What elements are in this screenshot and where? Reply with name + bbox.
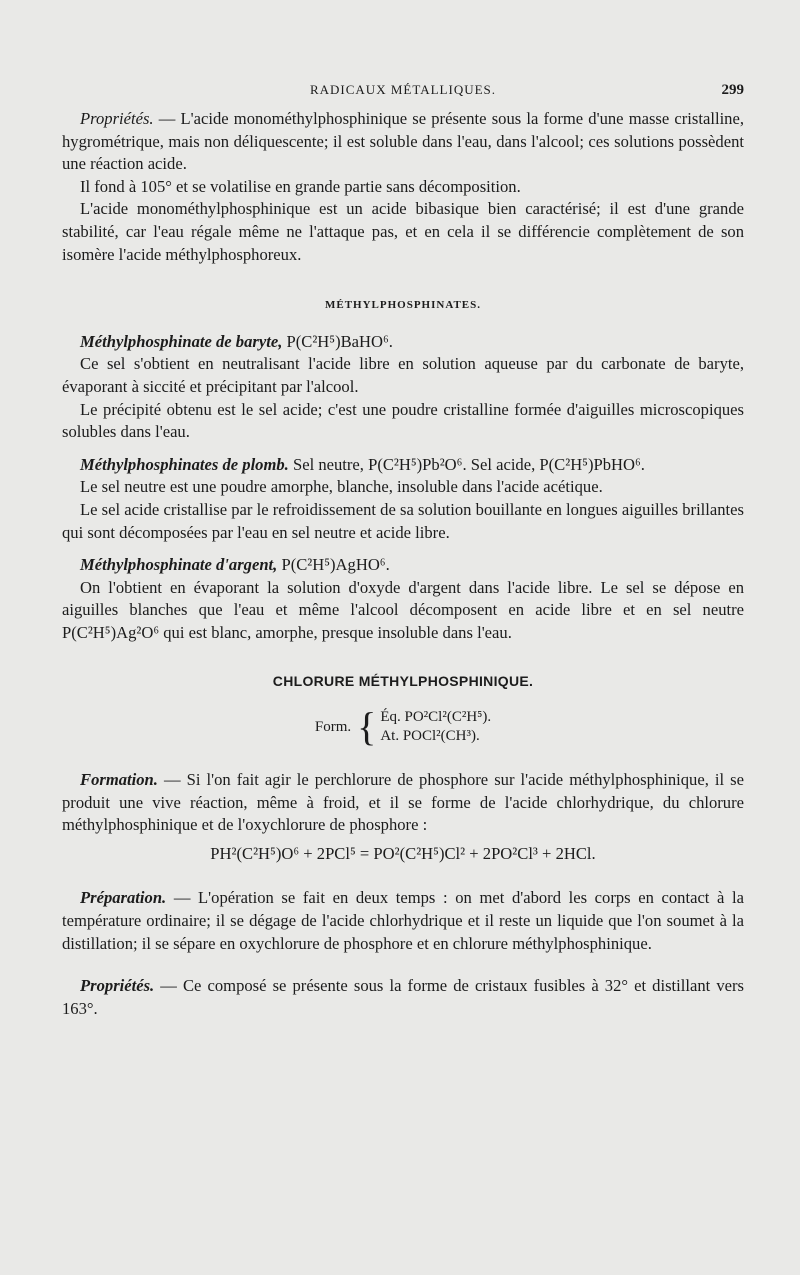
baryte-paragraph-1: Ce sel s'obtient en neutralisant l'acide libre en solution aqueuse par du carbonate de baryte, évaporant à siccité et précipitant par l'alcool. [62, 354, 744, 396]
running-title: RADICAUX MÉTALLIQUES. [309, 82, 497, 97]
preparation-text: — L'opération se fait en deux temps : on met d'abord les corps en contact à la température ordinaire; il se dégage de l'acide chlorhydrique et il reste un liquide que l'on soumet à la distillation; il se sépare en oxychlorure de phosphore et en chlorure méthylphosphinique. [62, 888, 744, 953]
intro-paragraph-2: Il fond à 105° et se volatilise en grande partie sans décomposition. [80, 176, 521, 196]
preparation-paragraph [62, 887, 744, 955]
proprietes-label-2: Propriétés. [80, 976, 155, 996]
baryte-formula: P(C²H⁵)BaHO⁶. [282, 331, 393, 351]
intro-paragraph-3: L'acide monométhylphosphinique est un acide bibasique bien caractérisé; il est d'une grande stabilité, car l'eau régale même ne l'attaque pas, et en cela il se différencie complètement de son isomère l'acide méthylphosphoreux. [62, 199, 744, 264]
formula-block [62, 704, 744, 750]
page-number: 299 [721, 82, 744, 98]
plomb-formula: Sel neutre, P(C²H⁵)Pb²O⁶. Sel acide, P(C²H⁵)PbHO⁶. [288, 454, 645, 474]
formula-label: Form. [314, 718, 352, 735]
argent-title [62, 554, 744, 577]
reaction-equation: PH²(C²H⁵)O⁶ + 2PCl⁵ = PO²(C²H⁵)Cl² + 2PO²Cl³ + 2HCl. [210, 843, 596, 863]
formation-paragraph [62, 769, 744, 837]
proprietes-label: Propriétés. [80, 109, 154, 128]
argent-paragraph-1: On l'obtient en évaporant la solution d'oxyde d'argent dans l'acide libre. Le sel se dépose en aiguilles blanches que l'eau et même l'alcool décomposent en acide libre et en sel neutre P(C²H⁵)Ag²O⁶ qui est blanc, amorphe, presque insoluble dans l'eau. [62, 577, 744, 642]
formula-equivalent: Éq. PO²Cl²(C²H⁵). [380, 709, 492, 726]
proprietes-text: — L'acide monométhylphosphinique se présente sous la forme d'une masse cristalline, hygrométrique, mais non déliquescente; il est soluble dans l'eau, dans l'alcool; ces solutions possèdent une réaction acide. [62, 109, 744, 174]
argent-formula: P(C²H⁵)AgHO⁶. [277, 555, 390, 575]
preparation-label: Préparation. [80, 888, 167, 908]
formation-text: — Si l'on fait agir le perchlorure de phosphore sur l'acide méthylphosphinique, il se produit une vive réaction, même à froid, et il se forme de l'acide chlorhydrique, du chlorure méthylphosphinique et de l'oxychlorure de phosphore : [62, 770, 744, 835]
baryte-label: Méthylphosphinate de baryte, [80, 331, 283, 351]
formula-lines [380, 708, 491, 746]
page-header [62, 82, 744, 104]
baryte-paragraph-2: Le précipité obtenu est le sel acide; c'est une poudre cristalline formée d'aiguilles microscopiques solubles dans l'eau. [62, 399, 744, 442]
formula-brace: { [357, 704, 377, 750]
argent-label: Méthylphosphinate d'argent, [80, 555, 278, 575]
intro-paragraph-1 [62, 108, 744, 176]
proprietes-paragraph [62, 975, 744, 1020]
section-heading-chlorure: CHLORURE MÉTHYLPHOSPHINIQUE. [272, 673, 534, 690]
plomb-paragraph-2: Le sel acide cristallise par le refroidissement de sa solution bouillante en longues aiguilles brillantes qui sont décomposées par l'eau en sel neutre et acide libre. [62, 499, 744, 542]
proprietes-text-2: — Ce composé se présente sous la forme de cristaux fusibles à 32° et distillant vers 163°. [62, 976, 744, 1018]
plomb-label: Méthylphosphinates de plomb. [80, 454, 289, 474]
plomb-title [62, 454, 744, 477]
formula-atomic: At. POCl²(CH³). [380, 728, 480, 745]
baryte-title [62, 331, 744, 354]
plomb-paragraph-1: Le sel neutre est une poudre amorphe, blanche, insoluble dans l'acide acétique. [80, 477, 603, 497]
formation-label: Formation. [80, 770, 158, 790]
body-text [62, 108, 744, 1020]
section-heading-methylphosphinates: MÉTHYLPHOSPHINATES. [324, 299, 481, 312]
